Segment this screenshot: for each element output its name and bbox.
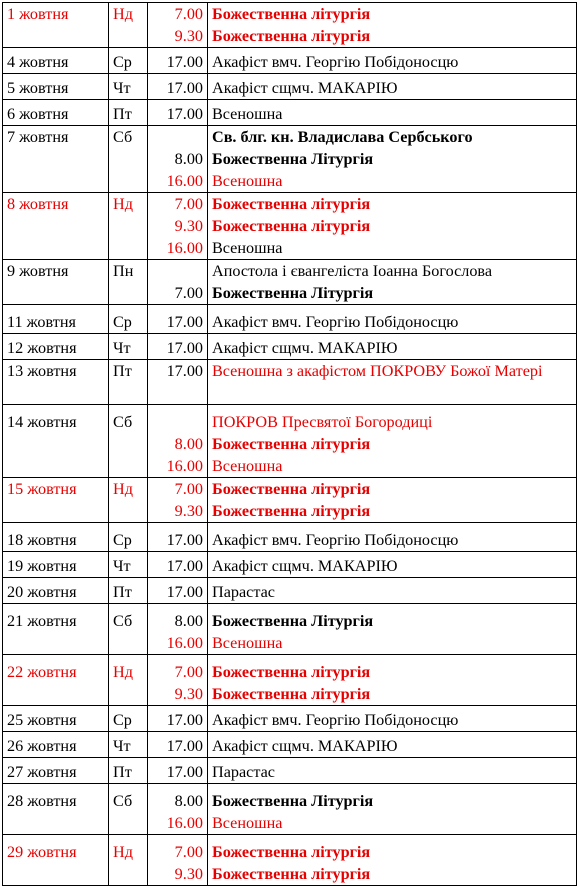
service-cell [208,126,577,193]
date-cell: 29 жовтня [3,835,109,886]
service-name: Божественна Літургія [212,284,374,302]
service-time: 9.30 [174,865,203,883]
date-cell: 27 жовтня [3,758,109,784]
weekday-cell: Пт [109,100,148,126]
schedule-row [3,126,577,193]
service-cell [208,604,577,655]
time-cell [148,478,208,523]
service-time: 7.00 [174,843,203,861]
service-name: ПОКРОВ Пресвятої Богородиці [212,413,433,431]
service-name: Всеношна з акафістом ПОКРОВУ Божої Матері [212,362,543,380]
service-name: Парастас [212,583,275,601]
service-time: 17.00 [166,531,203,549]
time-cell [148,360,208,405]
service-name: Всеношна [212,457,283,475]
service-time: 9.30 [174,502,203,520]
service-time: 17.00 [166,313,203,331]
service-name: Апостола і євангеліста Іоанна Богослова [212,262,493,280]
service-cell [208,334,577,360]
service-cell [208,655,577,706]
date-cell: 19 жовтня [3,552,109,578]
date-cell: 13 жовтня [3,360,109,405]
time-cell [148,835,208,886]
service-name: Божественна літургія [212,502,371,520]
service-time: 8.00 [174,792,203,810]
time-cell [148,48,208,74]
date-cell: 22 жовтня [3,655,109,706]
service-time: 17.00 [166,763,203,781]
service-time: 9.30 [174,27,203,45]
service-cell [208,706,577,732]
weekday-cell: Пт [109,578,148,604]
time-cell [148,100,208,126]
time-cell [148,193,208,260]
service-time: 17.00 [166,711,203,729]
service-name: Всеношна [212,814,283,832]
service-time: 7.00 [174,284,203,302]
service-name: Всеношна [212,105,283,123]
schedule-row [3,193,577,260]
service-name: Парастас [212,763,275,781]
service-time: 16.00 [166,239,203,257]
weekday-cell: Сб [109,784,148,835]
service-name: Всеношна [212,634,283,652]
date-cell: 11 жовтня [3,305,109,334]
service-time: 8.00 [174,612,203,630]
service-name: Божественна Літургія [212,612,374,630]
time-cell [148,523,208,552]
schedule-row [3,578,577,604]
service-name: Акафіст вмч. Георгію Побідоносцю [212,531,459,549]
spacer [152,382,203,404]
weekday-cell: Ср [109,48,148,74]
date-cell: 12 жовтня [3,334,109,360]
weekday-cell: Ср [109,523,148,552]
service-time: 16.00 [166,457,203,475]
weekday-cell: Сб [109,604,148,655]
service-name: Божественна Літургія [212,150,374,168]
service-name: Акафіст сщмч. МАКАРІЮ [212,79,398,97]
weekday-cell: Чт [109,334,148,360]
time-cell [148,552,208,578]
service-time [152,411,203,433]
service-name: Акафіст сщмч. МАКАРІЮ [212,737,398,755]
date-cell: 9 жовтня [3,260,109,305]
time-cell [148,578,208,604]
weekday-cell: Чт [109,732,148,758]
time-cell [148,655,208,706]
date-cell: 18 жовтня [3,523,109,552]
time-cell [148,260,208,305]
service-name: Божественна літургія [212,865,371,883]
service-name: Божественна літургія [212,435,371,453]
service-time: 17.00 [166,339,203,357]
service-name: Всеношна [212,239,283,257]
schedule-table [2,2,577,886]
service-name: Акафіст сщмч. МАКАРІЮ [212,557,398,575]
schedule-row [3,360,577,405]
date-cell: 28 жовтня [3,784,109,835]
service-cell [208,784,577,835]
service-name: Божественна літургія [212,5,371,23]
weekday-cell: Нд [109,478,148,523]
service-time: 8.00 [174,435,203,453]
weekday-cell: Чт [109,552,148,578]
time-cell [148,706,208,732]
service-cell [208,758,577,784]
schedule-row [3,100,577,126]
weekday-cell: Нд [109,193,148,260]
service-time: 7.00 [174,663,203,681]
schedule-row [3,478,577,523]
date-cell: 15 жовтня [3,478,109,523]
date-cell: 26 жовтня [3,732,109,758]
service-cell [208,405,577,478]
date-cell: 1 жовтня [3,3,109,48]
date-cell: 6 жовтня [3,100,109,126]
weekday-cell: Сб [109,126,148,193]
schedule-row [3,74,577,100]
weekday-cell: Нд [109,655,148,706]
weekday-cell: Ср [109,305,148,334]
service-time: 7.00 [174,5,203,23]
time-cell [148,405,208,478]
date-cell: 21 жовтня [3,604,109,655]
schedule-row [3,48,577,74]
service-name: Акафіст вмч. Георгію Побідоносцю [212,53,459,71]
schedule-row [3,305,577,334]
date-cell: 8 жовтня [3,193,109,260]
schedule-row [3,706,577,732]
service-cell [208,578,577,604]
schedule-row [3,405,577,478]
schedule-row [3,784,577,835]
weekday-cell: Чт [109,74,148,100]
schedule-row [3,835,577,886]
service-cell [208,193,577,260]
time-cell [148,784,208,835]
date-cell: 14 жовтня [3,405,109,478]
schedule-body [3,3,577,886]
service-cell [208,732,577,758]
service-name: Божественна літургія [212,663,371,681]
service-name: Божественна літургія [212,217,371,235]
time-cell [148,732,208,758]
date-cell: 20 жовтня [3,578,109,604]
service-cell [208,74,577,100]
service-time: 9.30 [174,217,203,235]
service-name: Божественна літургія [212,843,371,861]
service-name: Акафіст сщмч. МАКАРІЮ [212,339,398,357]
service-time: 8.00 [174,150,203,168]
time-cell [148,758,208,784]
service-time: 17.00 [166,79,203,97]
service-time: 17.00 [166,583,203,601]
schedule-row [3,3,577,48]
schedule-row [3,604,577,655]
weekday-cell: Нд [109,3,148,48]
weekday-cell: Пт [109,360,148,405]
service-time: 7.00 [174,195,203,213]
schedule-row [3,655,577,706]
date-cell: 4 жовтня [3,48,109,74]
service-time: 17.00 [166,557,203,575]
weekday-cell: Сб [109,405,148,478]
schedule-row [3,758,577,784]
service-name: Акафіст вмч. Георгію Побідоносцю [212,711,459,729]
date-cell: 25 жовтня [3,706,109,732]
service-time: 16.00 [166,634,203,652]
service-cell [208,835,577,886]
service-time: 17.00 [166,737,203,755]
service-cell [208,478,577,523]
date-cell: 5 жовтня [3,74,109,100]
service-cell [208,552,577,578]
service-time: 17.00 [166,105,203,123]
service-name: Божественна Літургія [212,792,374,810]
time-cell [148,126,208,193]
service-time: 16.00 [166,172,203,190]
time-cell [148,3,208,48]
schedule-row [3,732,577,758]
service-time: 7.00 [174,480,203,498]
schedule-row [3,260,577,305]
service-name: Божественна літургія [212,685,371,703]
service-cell [208,3,577,48]
service-cell [208,260,577,305]
date-cell: 7 жовтня [3,126,109,193]
service-name: Акафіст вмч. Георгію Побідоносцю [212,313,459,331]
service-name: Божественна літургія [212,480,371,498]
schedule-row [3,523,577,552]
service-cell [208,305,577,334]
service-time: 17.00 [166,362,203,380]
weekday-cell: Пт [109,758,148,784]
service-cell [208,100,577,126]
service-name: Всеношна [212,172,283,190]
service-cell [208,360,577,405]
schedule-row [3,334,577,360]
service-time: 9.30 [174,685,203,703]
service-time [152,260,203,282]
weekday-cell: Пн [109,260,148,305]
service-name: Божественна літургія [212,195,371,213]
weekday-cell: Нд [109,835,148,886]
schedule-row [3,552,577,578]
service-cell [208,523,577,552]
service-cell [208,48,577,74]
service-time [152,126,203,148]
service-time: 17.00 [166,53,203,71]
time-cell [148,305,208,334]
service-name: Божественна літургія [212,27,371,45]
time-cell [148,334,208,360]
time-cell [148,74,208,100]
service-time: 16.00 [166,814,203,832]
time-cell [148,604,208,655]
weekday-cell: Ср [109,706,148,732]
service-name: Св. блг. кн. Владислава Сербського [212,128,473,146]
